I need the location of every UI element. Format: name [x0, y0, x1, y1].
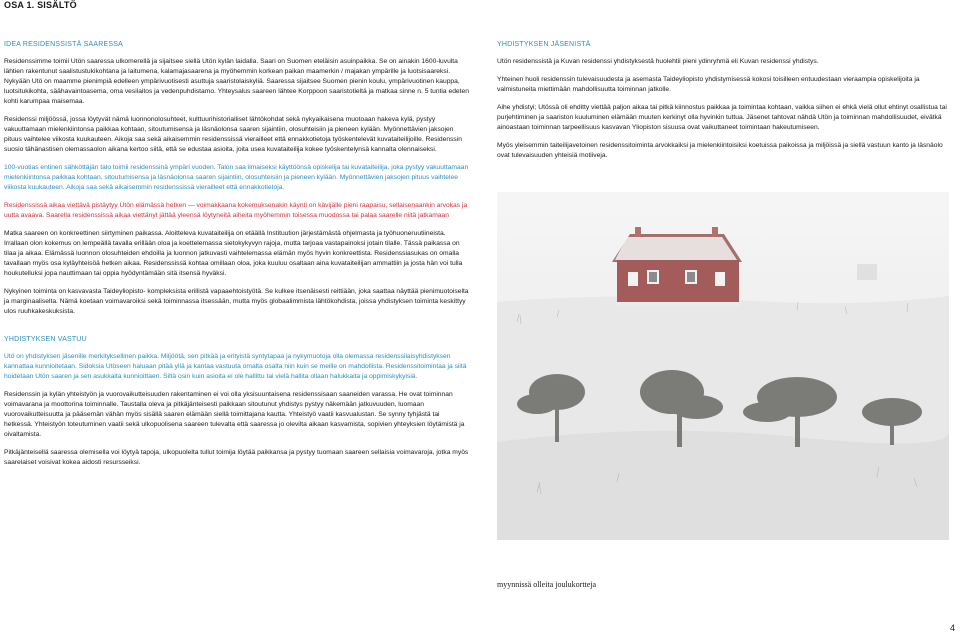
- paragraph: Aihe yhdistyi; Utössä oli ehditty viettää paljon aikaa tai pitkä kiinnostus paikkaa ja toimintaa kohtaan, vaikka siihen ei ehkä vielä ollut ehtinyt osallistua tai purjehtiminen ja saariston kuuluminen elämään muuten kerkinyt olla hyvinkin tuttua. Jäsenet tahtovat nähdä Utön ja toiminnan mahdollisuudet, eivätkä ainoastaan toiminnan tarpeellisuus kasvavan Yliopiston sisuusa ovat vaikuttaneet toimintaan hakeutumiseen.: [497, 104, 947, 131]
- section-title-idea: IDEA RESIDENSSISTÄ SAARESSA: [4, 41, 123, 48]
- section-title-responsibility: YHDISTYKSEN VASTUU: [4, 336, 87, 343]
- paragraph: Utön residenssistä ja Kuvan residenssi yhdistyksestä huolehtii pieni ydinryhmä eli Kuvan residenssi yhdistys.: [497, 58, 819, 65]
- paragraph-blue: Utö on yhdistyksen jäsenille merkityksellinen paikka. Miljöötä, sen pitkää ja erityistä syntytapaa ja nykymuotoja olla olemassa residenssilaisyhdistyksen kannattaa kunnioitetaan. Sidoksia Utöseen haluaan pitää yllä ja kantaa vastuuta omalta osalta niin kuin se meille on mahdollista. Residenssitoimintaa ja siitä hoidetaan Utön saaren ja sen asukkaita kunnioittaen. Siltä osin kuin asioita ei ole hallittu tai vielä hallita ollaan halukkaita ja oppimiskykyisiä.: [4, 353, 467, 380]
- right-column: [497, 40, 949, 169]
- snowy-landscape-photo: [497, 192, 949, 540]
- paragraph: Residenssimme toimii Utön saaressa ulkomerellä ja sijaitsee siellä Utön kylän laidalla. Saari on Suomen eteläisin asuinpaikka. Se on ainakin 1600-luvulta lähtien rakentunut saalistustukikohtana ja laitumena, kalamajasaarena ja myöhemmin korkean paikan maamerkin / majakan ympärille ja luotsisaareksi. Nykyään Utö on maamme pienimpiä edelleen ympärivuotisesti asuttuja saaristolaiskyliä. Saaressa sijaitsee Suomen pienin koulu, ympärivuotinen kauppa, luotsitukikohta, säähavaintoasema, oma vesilaitos ja vedenpuhdistamo. Yhteysalus saareen lähtee Korppoon saaristotieltä ja matkaa sinne n. 5 tuntia edeten kohti karumpaa maisemaa.: [4, 58, 469, 105]
- paragraph: Nykyinen toiminta on kasvavasta Taideyliopisto- kompleksista erillistä vapaaehtoistyötä. Se kulkee itsenäisesti reittiään, joka saattaa näyttää pienimuotoiselta ja marginaaliselta. Nämä koetaan voimavaroiksi sekä toiminnassa itsessään, mutta myös globaalimmista lähtökohdista, joissa yhdistyksen toiminta keskittyy ulos ruuhkakeskuksista.: [4, 288, 469, 315]
- photo-caption: myynnissä olleita joulukortteja: [497, 580, 597, 589]
- chapter-header: OSA 1. SISÄLTÖ: [4, 0, 77, 10]
- paragraph: Myös yleisemmin taiteilijavetoinen residenssitoiminta arvokkaiksi ja mielenkiintoisiksi koetuissa paikoissa ja miljöissä ja siellä vastuun kanto ja läsnäolo ovat tulevaisuuden yhteisiä motiiveja.: [497, 142, 943, 159]
- paragraph: Matka saareen on konkreettinen siirtyminen paikassa. Aloitteleva kuvataiteilija on etäällä Instituution järjestämästä ohjelmasta ja työhuoneruutiineista. Irrallaan olon kokemus on lempeällä tavalla erillään oloa ja koettelemassa sietokykyvyn rajoja, mutta tarjoaa vastapainoksi jotain tilalle. Tässä paikassa on tilaa ja aikaa. Elämässä luonnon olosuhteiden ehdoilla ja luonnon jatkuvasti vaihtelemassa elämän myös hyvin konkreettista. Residenssiasukas on omalla tavallaan myös osa kyläyhteisöä hetken aikaa. Residenssissä kohtaa omillaan oloa, joka kuuluu osaltaan aina kuvataiteilijan ammattiin ja josta hän voi tulla houkutelluksi jopa nauttimaan tai oppia hyödyntämään sitä itsensä hyväksi.: [4, 230, 463, 277]
- left-column: [4, 40, 470, 476]
- page-number: 4: [950, 623, 956, 633]
- paragraph: Residenssi miljöössä, jossa löytyvät nämä luonnonolosuhteet, kulttuurihistorialliset lähtökohdat sekä nykyaikaisena muotoaan hakeva kylä, pystyy vakuuttamaan mielenkiintonsa paikkaa kohtaan, sitoutumisensa ja läsnäolonsa saaren sijaintiin, olosuhteisiin ja pieneen kylään. Myönnettävien jaksojen pituus vaihtelee viikosta kuukauteen. Aikoja saa sekä aikaisemmin residenssissä vierailleet että ennakkotietoja työskentelevät kuvataiteilijoille. Residenssin suosio tähänastisen olemassaolon aikana kertoo siitä, että se edustaa asioita, joita usea kuvataiteilija kokee työskentelynsä kannalta olennaiseksi.: [4, 116, 462, 153]
- paragraph: Yhteinen huoli residenssin tulevaisuudesta ja asemasta Taideyliopisto yhdistymisessä kokosi toisilleen entuudestaan vieraampia opiskelijoita ja valmistuneita miettimään mahdollisuutta toiminnan jatkolle.: [497, 76, 920, 93]
- paragraph-red: Residenssissä aikaa viettävä pistäytyy Utön elämässä hetken — voimakkaana kokemuksenakin käynti on kävijälle pieni raapaisu, sellaisenaankin arvokas ja uutta avaava. Saarella residenssissä aikaa viettänyt jättää yleensä löytyneitä aiheita myöhemmin toisessa muodossa tai palaa saarelle niitä jatkamaan: [4, 202, 468, 219]
- photo-illustration: [497, 192, 949, 540]
- paragraph-blue: 100-vuotias entinen sähköttäjän talo toimii residenssinä ympäri vuoden. Talon saa ilmaiseksi käyttöönsä opiskelija tai kuvataiteilija, joka pystyy vakuuttamaan mielenkiintonsa paikkaa kohtaan, sitoutumisensa ja läsnäolonsa saaren sijaintiin, olosuhteisiin ja pieneen kylään. Myönnettävien jaksojen pituus vaihtelee viikosta kuukauteen. Aikoja saa sekä aikaisemmin residenssissä vierailleet että ennakkotietoja.: [4, 164, 469, 191]
- section-title-members: YHDISTYKSEN JÄSENISTÄ: [497, 41, 591, 48]
- paragraph: Residenssin ja kylän yhteistyön ja vuorovaikutteisuuden rakentaminen ei voi olla yksisuuntaisena residenssisaan saaneiden varassa. He ovat toiminnan voimavarana ja moottorina toiminnalle. Taustalla oleva ja pitkäjänteisesti paikkaan sitoutunut yhdistys pystyy näkemään jatkuvuuden, luomaan vuorovaikutteisuutta ja pääsemän vähän myös sisällä saaren elämään siellä toimittajana kautta. Yhteistyö vaatii kasvualustan. Se synny tyhjästä tai hetkessä. Yhteistyön toteutuminen vaatii sekä ulkopuolisena saareen tulevalta että saaressa jo olevilta aikaan kasvamista, sopivien yhteyksien löytämistä ja oivaltamista.: [4, 391, 465, 438]
- paragraph: Pitkäjänteisellä saaressa olemisella voi löytyä tapoja, ulkopuolelta tullut toimija löytää paikkansa ja pystyy tuomaan saareen sellaisia voimavaroja, jotka myös saarelaiset voisivat kokea aidosti resursseiksi.: [4, 449, 469, 466]
